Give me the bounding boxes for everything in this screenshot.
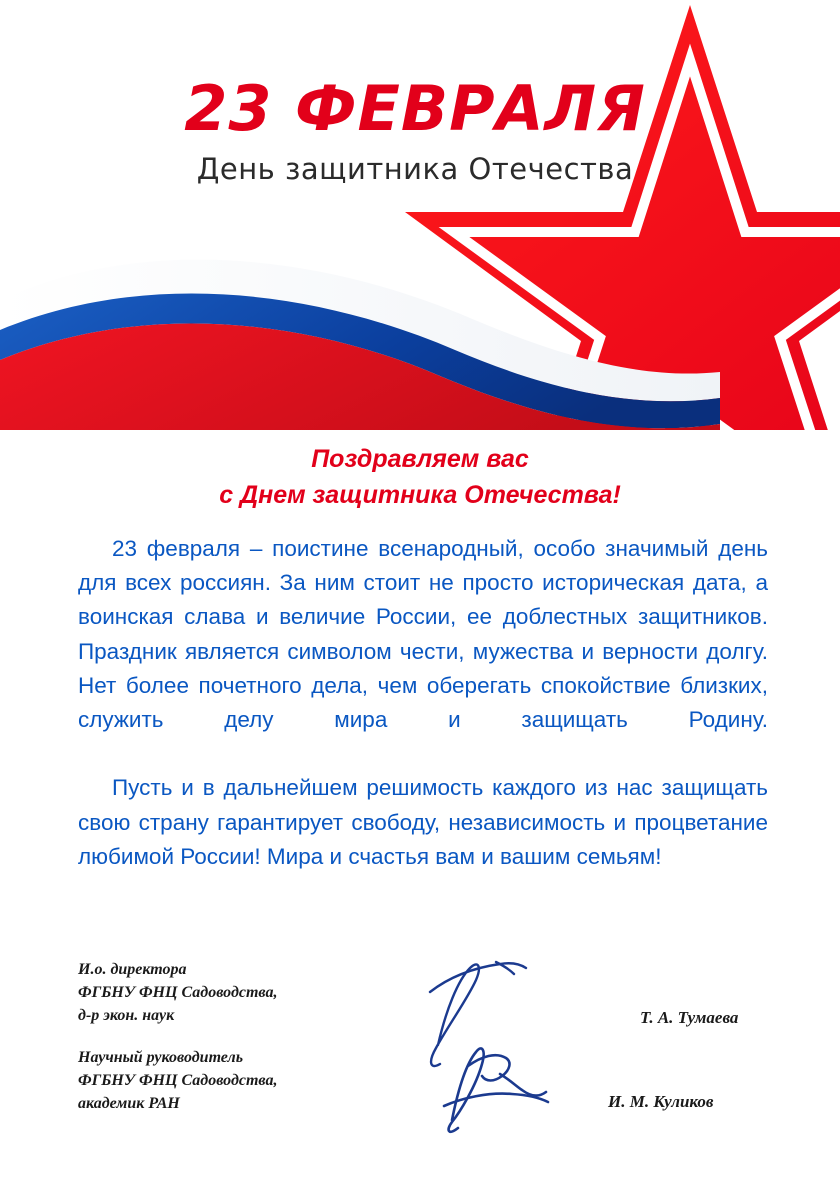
greeting-line-1: Поздравляем вас bbox=[311, 445, 529, 473]
banner-graphics bbox=[0, 0, 840, 430]
signatory-1-position-line-2: ФГБНУ ФНЦ Садоводства, bbox=[78, 984, 278, 1002]
signatory-2-position-line-2: ФГБНУ ФНЦ Садоводства, bbox=[78, 1072, 278, 1090]
signatory-2-name: И. М. Куликов bbox=[608, 1092, 714, 1111]
signatory-2-position-line-3: академик РАН bbox=[78, 1095, 180, 1113]
signatory-2-position bbox=[78, 1046, 277, 1116]
signatory-1-name: Т. А. Тумаева bbox=[640, 1008, 739, 1027]
handwritten-signature-icon bbox=[400, 940, 620, 1140]
body-paragraph-1: 23 февраля – поистине всенародный, особо значимый день для всех россиян. За ним стоит не просто историческая дата, а воинская слава и величие России, ее доблестных защитников. Праздник является символом чести, мужества и верности долгу. Нет более почетного дела, чем оберегать спокойствие близких, служить делу мира и защищать Родину. bbox=[78, 536, 768, 732]
signatory-1-position bbox=[78, 958, 277, 1028]
headline-date: 23 ФЕВРАЛЯ bbox=[184, 72, 646, 145]
banner-header bbox=[0, 0, 840, 430]
greeting-line-2: с Днем защитника Отечества! bbox=[219, 480, 621, 509]
headline-subtitle: День защитника Отечества bbox=[196, 152, 634, 186]
greeting-heading bbox=[90, 442, 750, 513]
banner-headline-block bbox=[180, 72, 650, 186]
signatory-2-position-line-1: Научный руководитель bbox=[78, 1049, 244, 1066]
signatory-1-position-line-3: д-р экон. наук bbox=[78, 1007, 175, 1025]
body-paragraph-2: Пусть и в дальнейшем решимость каждого из нас защищать свою страну гарантирует свободу, независимость и процветание любимой России! Мира и счастья вам и вашим семьям! bbox=[78, 775, 768, 869]
body-text bbox=[78, 532, 768, 874]
signatory-1-position-line-1: И.о. директора bbox=[78, 961, 187, 978]
